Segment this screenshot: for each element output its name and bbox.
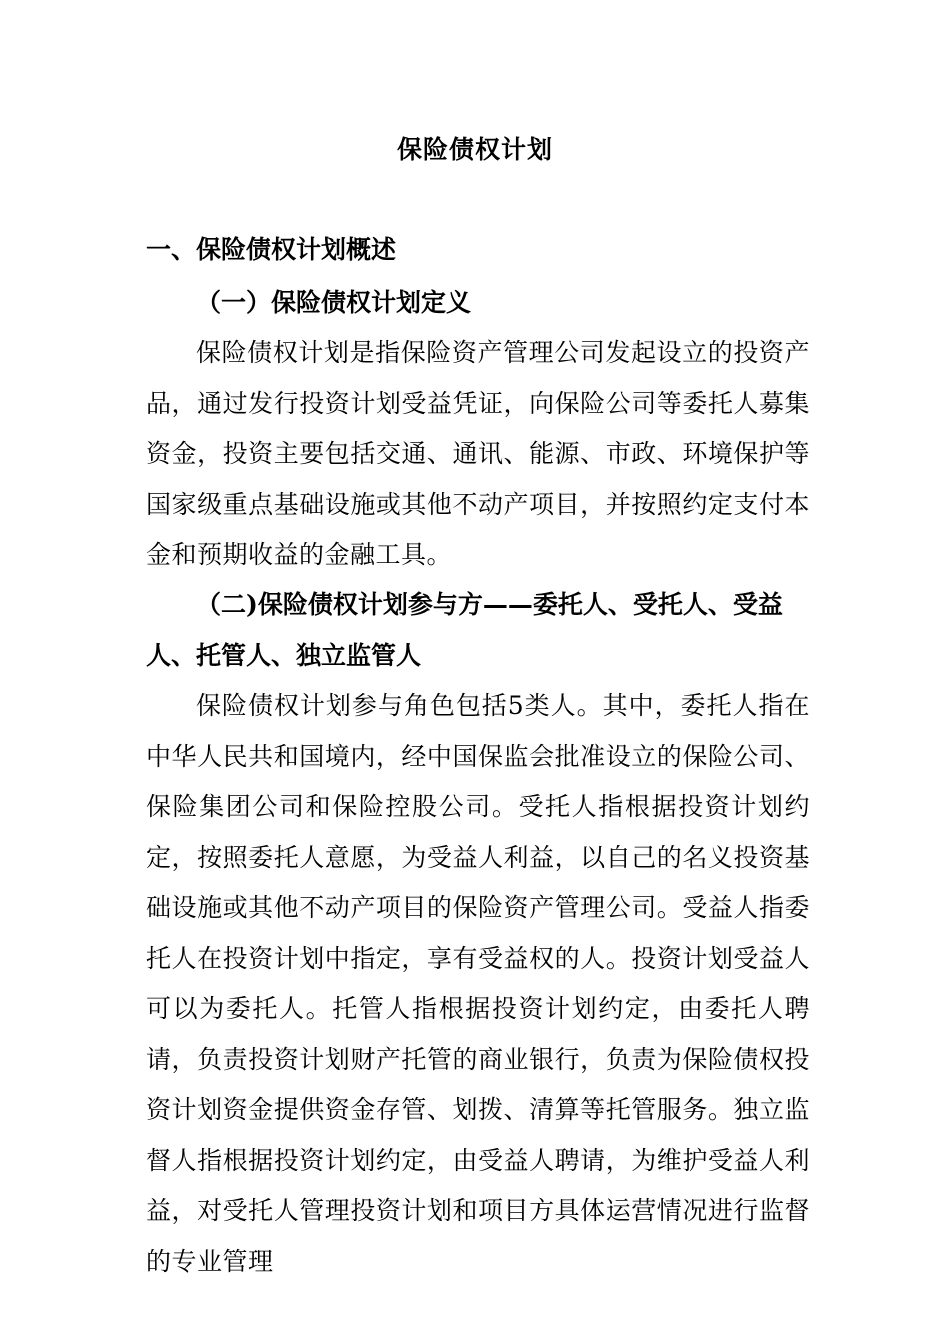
subsection-heading-definition: （一）保险债权计划定义 xyxy=(196,288,472,317)
paragraph-definition: 保险债权计划是指保险资产管理公司发起设立的投资产品，通过发行投资计划受益凭证，向保险公司等委托人募集资金，投资主要包括交通、通讯、能源、市政、环境保护等国家级重点基础设施或其他不动产项目，并按照约定支付本金和预期收益的金融工具。 xyxy=(146,338,810,569)
paragraph-participants: 保险债权计划参与角色包括5类人。其中，委托人指在中华人民共和国境内，经中国保监会批准设立的保险公司、保险集团公司和保险控股公司。受托人指根据投资计划约定，按照委托人意愿，为受益人利益，以自己的名义投资基础设施或其他不动产项目的保险资产管理公司。受益人指委托人在投资计划中指定，享有受益权的人。投资计划受益人可以为委托人。托管人指根据投资计划约定，由委托人聘请，负责投资计划财产托管的商业银行，负责为保险债权投资计划资金提供资金存管、划拨、清算等托管服务。独立监督人指根据投资计划约定，由受益人聘请，为维护受益人利益，对受托人管理投资计划和项目方具体运营情况进行监督的专业管理 xyxy=(146,691,810,1276)
section-heading-overview: 一、保险债权计划概述 xyxy=(146,235,397,264)
document-title: 保险债权计划 xyxy=(396,135,553,164)
subsection-heading-participants: （二)保险债权计划参与方——委托人、受托人、受益人、托管人、独立监管人 xyxy=(146,590,783,670)
